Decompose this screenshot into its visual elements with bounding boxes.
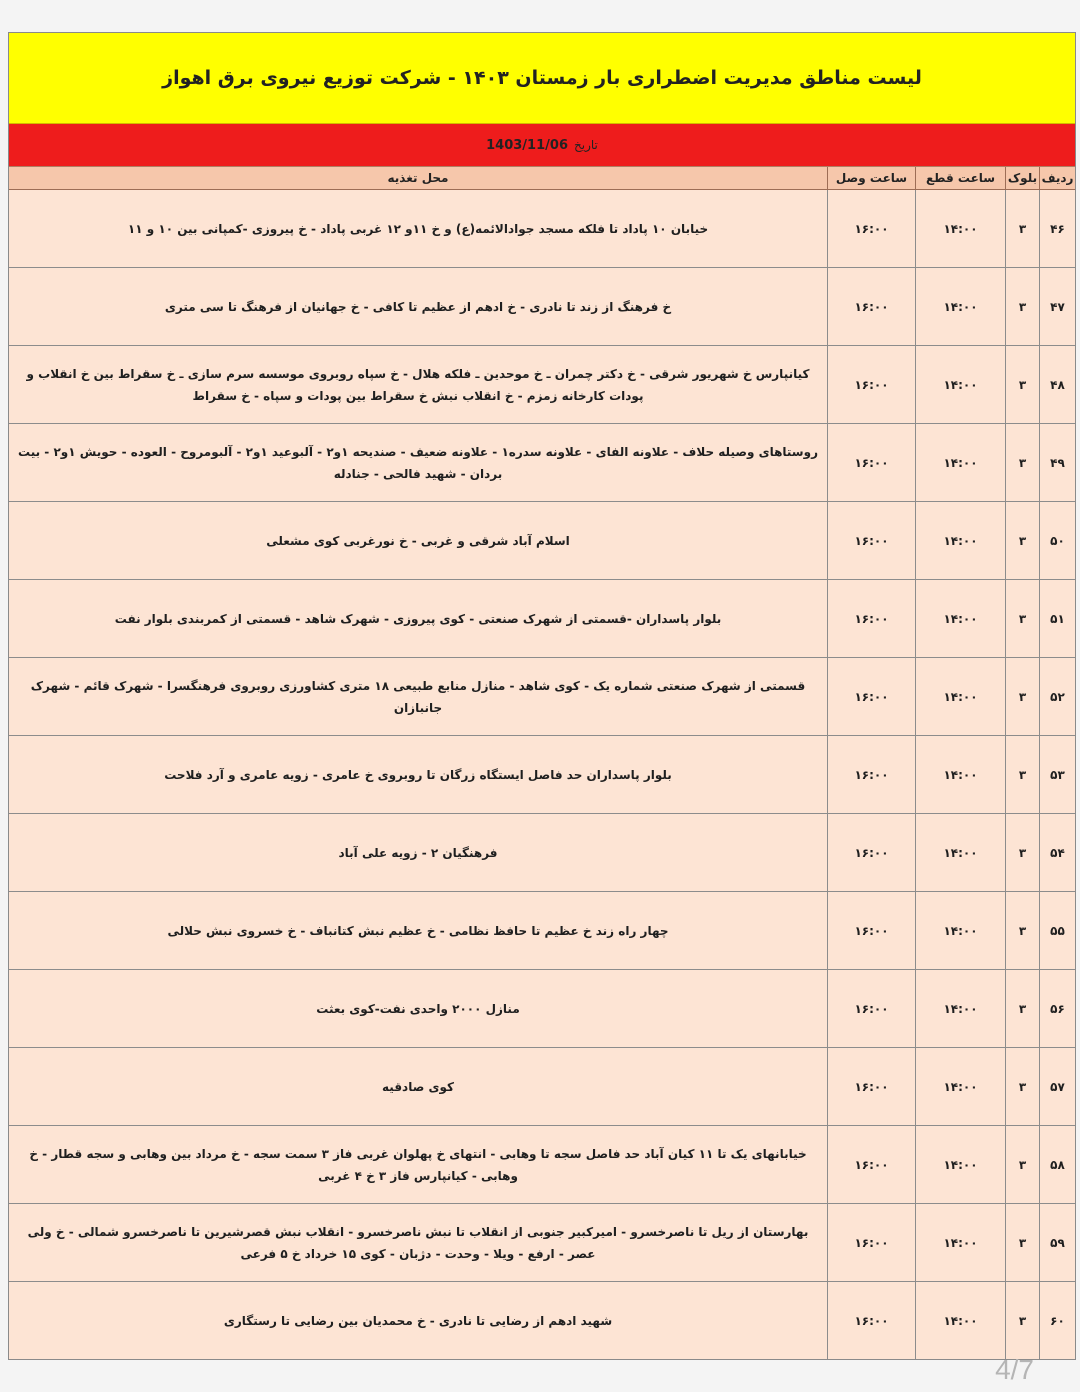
row-connect-time: ۱۶:۰۰ xyxy=(827,814,915,891)
row-connect-time: ۱۶:۰۰ xyxy=(827,1204,915,1281)
row-block: ۳ xyxy=(1005,502,1039,579)
row-radif: ۴۶ xyxy=(1039,190,1075,267)
row-block: ۳ xyxy=(1005,190,1039,267)
table-row xyxy=(9,346,1075,424)
row-connect-time: ۱۶:۰۰ xyxy=(827,892,915,969)
row-location: اسلام آباد شرقی و غربی - خ نورغربی کوی مشعلی xyxy=(266,533,570,548)
row-cut-time: ۱۴:۰۰ xyxy=(915,736,1005,813)
row-cut-time: ۱۴:۰۰ xyxy=(915,1204,1005,1281)
row-connect-time: ۱۶:۰۰ xyxy=(827,190,915,267)
row-cut-time: ۱۴:۰۰ xyxy=(915,424,1005,501)
row-radif: ۵۸ xyxy=(1039,1126,1075,1203)
date-banner xyxy=(9,124,1075,166)
title-banner xyxy=(9,33,1075,124)
row-radif: ۵۱ xyxy=(1039,580,1075,657)
table-row xyxy=(9,658,1075,736)
row-cut-time: ۱۴:۰۰ xyxy=(915,814,1005,891)
row-radif: ۵۷ xyxy=(1039,1048,1075,1125)
table-row xyxy=(9,736,1075,814)
page-indicator: 4/7 xyxy=(995,1354,1034,1385)
table-row xyxy=(9,1282,1075,1359)
header-radif: ردیف xyxy=(1039,167,1075,189)
row-radif: ۵۳ xyxy=(1039,736,1075,813)
row-location: منازل ۲۰۰۰ واحدی نفت-کوی بعثت xyxy=(316,1001,520,1016)
row-block: ۳ xyxy=(1005,424,1039,501)
row-block: ۳ xyxy=(1005,970,1039,1047)
table-row xyxy=(9,970,1075,1048)
table-row xyxy=(9,892,1075,970)
row-block: ۳ xyxy=(1005,268,1039,345)
row-connect-time: ۱۶:۰۰ xyxy=(827,658,915,735)
row-radif: ۶۰ xyxy=(1039,1282,1075,1359)
row-location: فرهنگیان ۲ - زویه علی آباد xyxy=(338,845,498,860)
row-connect-time: ۱۶:۰۰ xyxy=(827,346,915,423)
row-cut-time: ۱۴:۰۰ xyxy=(915,268,1005,345)
row-connect-time: ۱۶:۰۰ xyxy=(827,502,915,579)
row-radif: ۵۹ xyxy=(1039,1204,1075,1281)
row-location: کوی صادقیه xyxy=(382,1079,454,1094)
row-block: ۳ xyxy=(1005,580,1039,657)
row-radif: ۴۸ xyxy=(1039,346,1075,423)
row-cut-time: ۱۴:۰۰ xyxy=(915,580,1005,657)
row-connect-time: ۱۶:۰۰ xyxy=(827,970,915,1047)
row-radif: ۵۶ xyxy=(1039,970,1075,1047)
row-connect-time: ۱۶:۰۰ xyxy=(827,424,915,501)
header-block: بلوک xyxy=(1005,167,1039,189)
row-block: ۳ xyxy=(1005,658,1039,735)
row-block: ۳ xyxy=(1005,1282,1039,1359)
row-cut-time: ۱۴:۰۰ xyxy=(915,190,1005,267)
header-cut-time: ساعت قطع xyxy=(915,167,1005,189)
row-radif: ۴۷ xyxy=(1039,268,1075,345)
row-radif: ۵۵ xyxy=(1039,892,1075,969)
row-location: بلوار پاسداران حد فاصل ایستگاه زرگان تا روبروی خ عامری - زویه عامری و آرد فلاحت xyxy=(164,767,672,782)
row-connect-time: ۱۶:۰۰ xyxy=(827,268,915,345)
table-header xyxy=(9,166,1075,190)
table-row xyxy=(9,1204,1075,1282)
row-connect-time: ۱۶:۰۰ xyxy=(827,1282,915,1359)
row-location: قسمتی از شهرک صنعتی شماره یک - کوی شاهد - منازل منابع طبیعی ۱۸ متری کشاورزی روبروی فرهنگسرا - شهرک قائم - شهرک جانبازان xyxy=(30,678,806,715)
row-block: ۳ xyxy=(1005,1048,1039,1125)
row-cut-time: ۱۴:۰۰ xyxy=(915,502,1005,579)
row-block: ۳ xyxy=(1005,892,1039,969)
row-location: خیابانهای یک تا ۱۱ کیان آباد حد فاصل سجه تا وهابی - انتهای خ پهلوان غربی فاز ۳ سمت سجه - خ مرداد بین وهابی و سجه قطار - خ وهابی - کیانپارس فاز ۳ خ ۴ غربی xyxy=(29,1146,807,1183)
row-location: خیابان ۱۰ پاداد تا فلکه مسجد جوادالائمه(ع) و خ ۱۱و ۱۲ غربی پاداد - خ پیروزی -کمپانی بین ۱۰ و ۱۱ xyxy=(127,221,709,236)
row-connect-time: ۱۶:۰۰ xyxy=(827,1126,915,1203)
row-cut-time: ۱۴:۰۰ xyxy=(915,658,1005,735)
row-block: ۳ xyxy=(1005,814,1039,891)
row-radif: ۵۰ xyxy=(1039,502,1075,579)
row-block: ۳ xyxy=(1005,1204,1039,1281)
table-row xyxy=(9,424,1075,502)
date-value: 1403/11/06 xyxy=(486,137,568,153)
row-cut-time: ۱۴:۰۰ xyxy=(915,892,1005,969)
row-cut-time: ۱۴:۰۰ xyxy=(915,346,1005,423)
row-location: روستاهای وصیله حلاف - علاونه الفای - علاونه سدره۱ - علاونه ضعیف - صندیحه ۱و۲ - آلبوعید ۱و۲ - آلبومروح - العوده - حویش ۱و۲ - بیت بردان - شهید فالحی - جنادله xyxy=(18,444,818,481)
header-location: محل تغذیه xyxy=(387,171,449,185)
header-connect-time: ساعت وصل xyxy=(827,167,915,189)
document-title: لیست مناطق مدیریت اضطراری بار زمستان ۱۴۰۳ - شرکت توزیع نیروی برق اهواز xyxy=(162,67,922,89)
row-connect-time: ۱۶:۰۰ xyxy=(827,580,915,657)
row-block: ۳ xyxy=(1005,346,1039,423)
table-row xyxy=(9,502,1075,580)
date-label: تاریخ xyxy=(573,138,598,152)
row-connect-time: ۱۶:۰۰ xyxy=(827,1048,915,1125)
row-location: شهید ادهم از رضایی تا نادری - خ محمدیان بین رضایی تا رستگاری xyxy=(223,1313,613,1328)
row-location: چهار راه زند خ عظیم تا حافظ نظامی - خ عظیم نبش کتانباف - خ خسروی نبش حلالی xyxy=(167,923,669,938)
table-row xyxy=(9,814,1075,892)
row-cut-time: ۱۴:۰۰ xyxy=(915,970,1005,1047)
row-location: کیانپارس خ شهریور شرقی - خ دکتر چمران ـ خ موحدین ـ فلکه هلال - خ سپاه روبروی موسسه سرم سازی ـ خ سقراط بین خ انقلاب و پودات کارخانه زمزم - خ انقلاب نبش خ سقراط بین پودات و سپاه - خ سقراط xyxy=(26,366,810,403)
schedule-sheet xyxy=(8,32,1076,1360)
row-connect-time: ۱۶:۰۰ xyxy=(827,736,915,813)
row-cut-time: ۱۴:۰۰ xyxy=(915,1126,1005,1203)
row-cut-time: ۱۴:۰۰ xyxy=(915,1282,1005,1359)
table-row xyxy=(9,1048,1075,1126)
row-location: بلوار پاسداران -قسمتی از شهرک صنعتی - کوی پیروزی - شهرک شاهد - قسمتی از کمربندی بلوار نفت xyxy=(114,611,722,626)
table-row xyxy=(9,1126,1075,1204)
row-radif: ۵۴ xyxy=(1039,814,1075,891)
table-body xyxy=(9,190,1075,1359)
row-block: ۳ xyxy=(1005,1126,1039,1203)
row-location: خ فرهنگ از زند تا نادری - خ ادهم از عظیم تا کافی - خ جهانیان از فرهنگ تا سی متری xyxy=(164,299,672,314)
table-row xyxy=(9,268,1075,346)
row-cut-time: ۱۴:۰۰ xyxy=(915,1048,1005,1125)
row-radif: ۴۹ xyxy=(1039,424,1075,501)
table-row xyxy=(9,190,1075,268)
row-location: بهارستان از ریل تا ناصرخسرو - امیرکبیر جنوبی از انقلاب تا نبش ناصرخسرو - انقلاب نبش قصرشیرین تا ناصرخسرو شمالی - خ ولی عصر - ارفع - ویلا - وحدت - دژبان - کوی ۱۵ خرداد خ ۵ فرعی xyxy=(27,1224,809,1261)
row-block: ۳ xyxy=(1005,736,1039,813)
table-row xyxy=(9,580,1075,658)
row-radif: ۵۲ xyxy=(1039,658,1075,735)
